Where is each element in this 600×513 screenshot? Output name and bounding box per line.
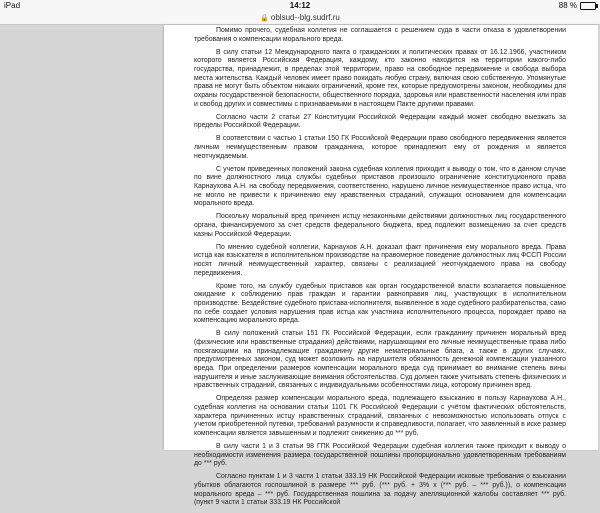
device-label: iPad <box>4 1 21 10</box>
paragraph: Согласно пунктам 1 и 3 части 1 статьи 333.19 НК Российской Федерации исковые требования о взыскании убытков облагаются госпошлиной в размере *** руб. (*** руб. + 3% х (*** руб. – *** руб.)), о компенсации морального вреда – *** руб. Государственная пошлина за подачу апелляционной жалобы составляет *** руб. (пункт 9 части 1 статьи 333.19 НК Российской <box>194 473 566 507</box>
paragraph: Поскольку моральный вред причинен истцу незаконными действиями должностных лиц государственного органа, финансируемого за счет средств федерального бюджета, вред подлежит возмещению за счет средств казны Российской Федерации. <box>194 213 566 238</box>
paragraph: С учетом приведенных положений закона судебная коллегия приходит к выводу о том, что в данном случае по вине должностного лица службы судебных приставов произошло ограничение конституционного права Карнаухова А.Н. на свободу передвижения, соответственно, нарушено личное неимущественное право истца, что не могло не привести к причинению ему нравственных страданий, служащих основанием для компенсации морального вреда. <box>194 165 566 208</box>
paragraph: Определяя размер компенсации морального вреда, подлежащего взысканию в пользу Карнаухова А.Н., судебная коллегия на основании статьи 1101 ГК Российской Федерации с учётом фактических обстоятельств, характера причиненных истцу нравственных страданий, связанных с невозможностью использовать отпуск с учетом приобретенной путевки, требований разумности и справедливости, полагает, что заявленный в иске размер компенсации является завышенным и подлежит снижению до *** руб. <box>194 395 566 438</box>
battery-percentage: 88 % <box>558 1 577 10</box>
paragraph: Согласно части 2 статьи 27 Конституции Российской Федерации каждый может свободно выезжать за пределы Российской Федерации. <box>194 113 566 130</box>
clock: 14:12 <box>289 1 311 10</box>
lock-icon: 🔒 <box>260 15 269 22</box>
paragraph: В силу части 1 и 3 статьи 98 ГПК Российской Федерации судебная коллегия также приходит к выводу о необходимости изменения размера государственной пошлины пропорционально удовлетворенным требованиям до *** руб. <box>194 443 566 468</box>
paragraph: Помимо прочего, судебная коллегия не соглашается с решением суда в части отказа в удовлетворении требования о компенсации морального вреда. <box>194 27 566 43</box>
document-page[interactable] <box>164 25 598 507</box>
battery-status <box>559 1 596 10</box>
paragraph: Кроме того, на службу судебных приставов как орган государственной власти возлагается повышенное ожидание к соблюдению прав граждан и гарантии равноправия лиц, участвующих в исполнительном производстве. Бездействие судебного пристава-исполнителя, выявленное в ходе судебного разбирательства, само по себе создает условия нарушения прав истца как участника исполнительного процесса, порождает право на компенсацию морального вреда. <box>194 282 566 325</box>
paragraph: В силу положений статьи 151 ГК Российской Федерации, если гражданину причинен моральный вред (физические или нравственные страдания) действиями, нарушающими его личные неимущественные права либо посягающими на принадлежащие гражданину другие нематериальные блага, а также в других случаях, предусмотренных законом, суд может возложить на нарушителя обязанность денежной компенсации указанного вреда. При определении размеров компенсации морального вреда суд принимает во внимание степень вины нарушителя и иные заслуживающие внимания обстоятельства. Суд должен также учитывать степень физических и нравственных страданий, связанных с индивидуальными особенностями лица, которому причинен вред. <box>194 330 566 390</box>
url-display[interactable] <box>0 13 600 22</box>
paragraph: В силу статьи 12 Международного пакта о гражданских и политических правах от 16.12.1966, участником которого является Российская Федерация, каждому, кто законно находится на территории какого-либо государства, принадлежит, в пределах этой территории, право на свободное передвижение и свобода выбора места жительства. Каждый человек имеет право покидать любую страну, включая свою собственную. Упомянутые права не могут быть объектом никаких ограничений, кроме тех, которые предусмотрены законом, необходимы для охраны государственной безопасности, общественного порядка, здоровья или нравственности населения или прав и свобод других и совместимы с признаваемыми в настоящем Пакте другими правами. <box>194 48 566 108</box>
battery-icon <box>580 2 596 10</box>
address-bar[interactable] <box>0 12 600 25</box>
paragraph: В соответствии с частью 1 статьи 150 ГК Российской Федерации право свободного передвижения является личным неимущественным правом гражданина, которое принадлежит ему от рождения и является неотчуждаемым. <box>194 135 566 160</box>
status-bar <box>0 0 600 12</box>
paragraph: По мнению судебной коллегии, Карнаухов А.Н. доказал факт причинения ему морального вреда. Права истца как взыскателя в исполнительном производстве на правомерное поведение должностных лиц ФССП России носят личный неимущественный характер, связаны с реализацией неотчуждаемого права на свободу передвижения. <box>194 243 566 277</box>
document-body <box>194 27 566 513</box>
url-text: oblsud--blg.sudrf.ru <box>270 13 340 22</box>
